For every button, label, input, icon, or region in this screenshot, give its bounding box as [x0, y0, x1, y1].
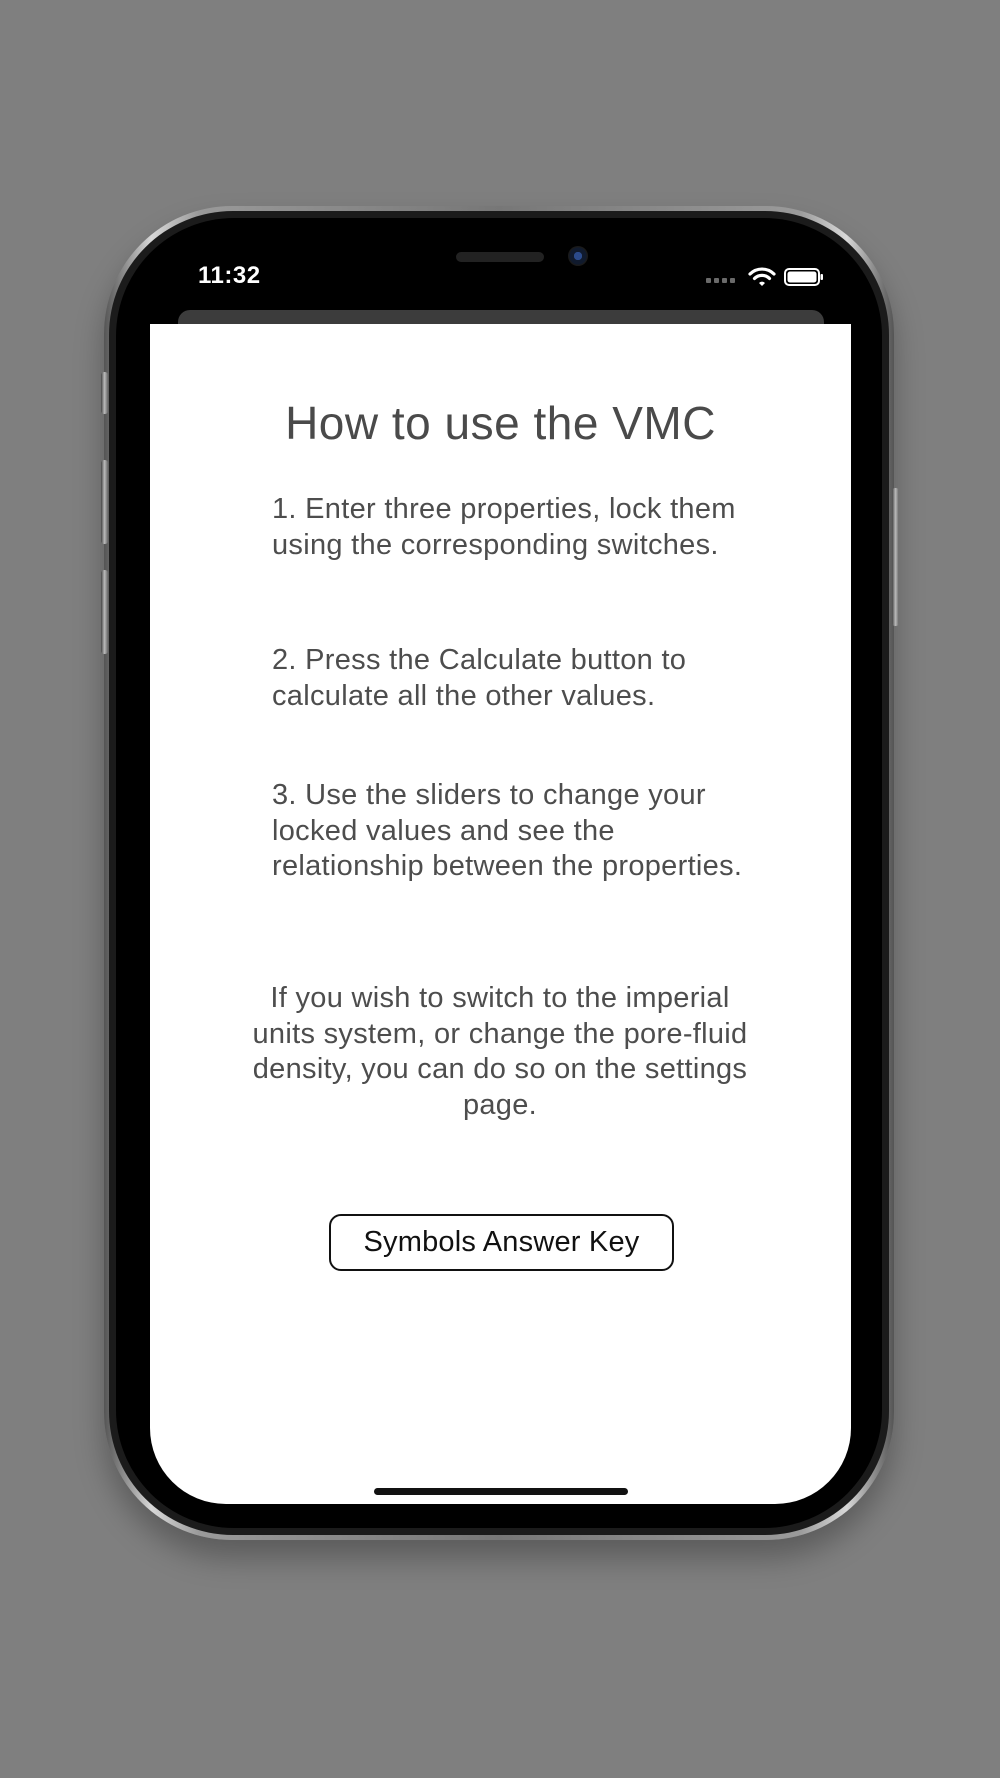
instruction-step-1: 1. Enter three properties, lock them using the corresponding switches.	[272, 493, 736, 561]
settings-note: If you wish to switch to the imperial units system, or change the pore-fluid density, you can do so on the settings page.	[252, 982, 748, 1121]
home-indicator[interactable]	[374, 1488, 628, 1495]
instruction-step-3: 3. Use the sliders to change your locked values and see the relationship between the properties.	[272, 779, 743, 882]
front-camera	[568, 246, 588, 266]
volume-down-button	[101, 570, 108, 654]
instruction-step-2: 2. Press the Calculate button to calculate all the other values.	[272, 644, 687, 712]
app-screen	[150, 324, 851, 1504]
silent-switch	[101, 372, 108, 414]
page-title: How to use the VMC	[285, 397, 716, 449]
cellular-signal-icon	[706, 278, 735, 283]
power-button	[892, 488, 899, 626]
battery-icon	[784, 268, 824, 286]
help-content	[150, 324, 851, 1504]
status-time: 11:32	[198, 262, 261, 289]
wifi-icon	[748, 266, 776, 288]
earpiece-speaker	[456, 252, 544, 262]
symbols-answer-key-button[interactable]: Symbols Answer Key	[329, 1214, 674, 1271]
volume-up-button	[101, 460, 108, 544]
